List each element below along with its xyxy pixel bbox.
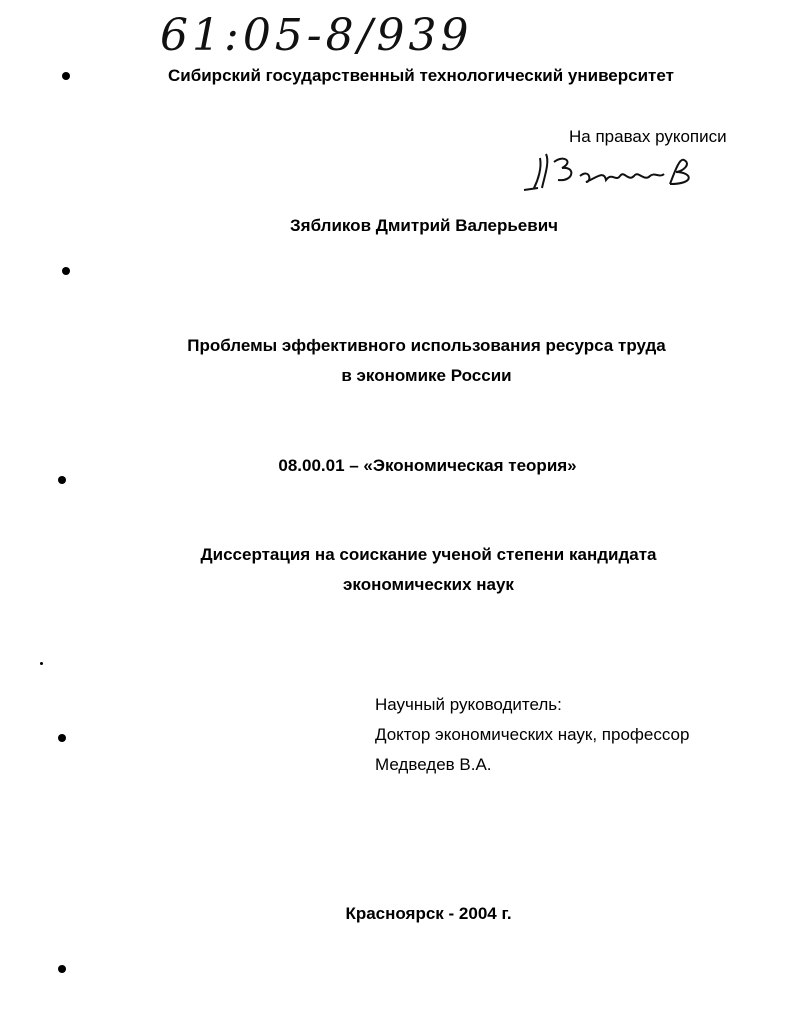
dissertation-title-line-2: в экономике России [341,366,512,385]
place-and-year: Красноярск - 2004 г. [345,904,512,923]
supervisor-degree: Доктор экономических наук, профессор [375,725,690,744]
binder-hole-dot [58,734,66,742]
binder-hole-dot [40,662,43,665]
rights-note: На правах рукописи [569,127,727,146]
specialty-code: 08.00.01 – «Экономическая теория» [278,456,577,475]
supervisor-label: Научный руководитель: [375,695,562,714]
author-name: Зябликов Дмитрий Валерьевич [290,216,559,235]
binder-hole-dot [62,267,70,275]
binder-hole-dot [58,476,66,484]
supervisor-name: Медведев В.А. [375,755,492,774]
university-name: Сибирский государственный технологический университет [168,66,674,85]
binder-hole-dot [58,965,66,973]
dissertation-title-line-1: Проблемы эффективного использования ресурса труда [187,336,666,355]
degree-statement-line-1: Диссертация на соискание ученой степени кандидата [200,545,657,564]
handwritten-code: 61:05-8/939 [160,10,473,61]
degree-statement-line-2: экономических наук [343,575,514,594]
signature-image [520,148,700,198]
binder-hole-dot [62,72,70,80]
